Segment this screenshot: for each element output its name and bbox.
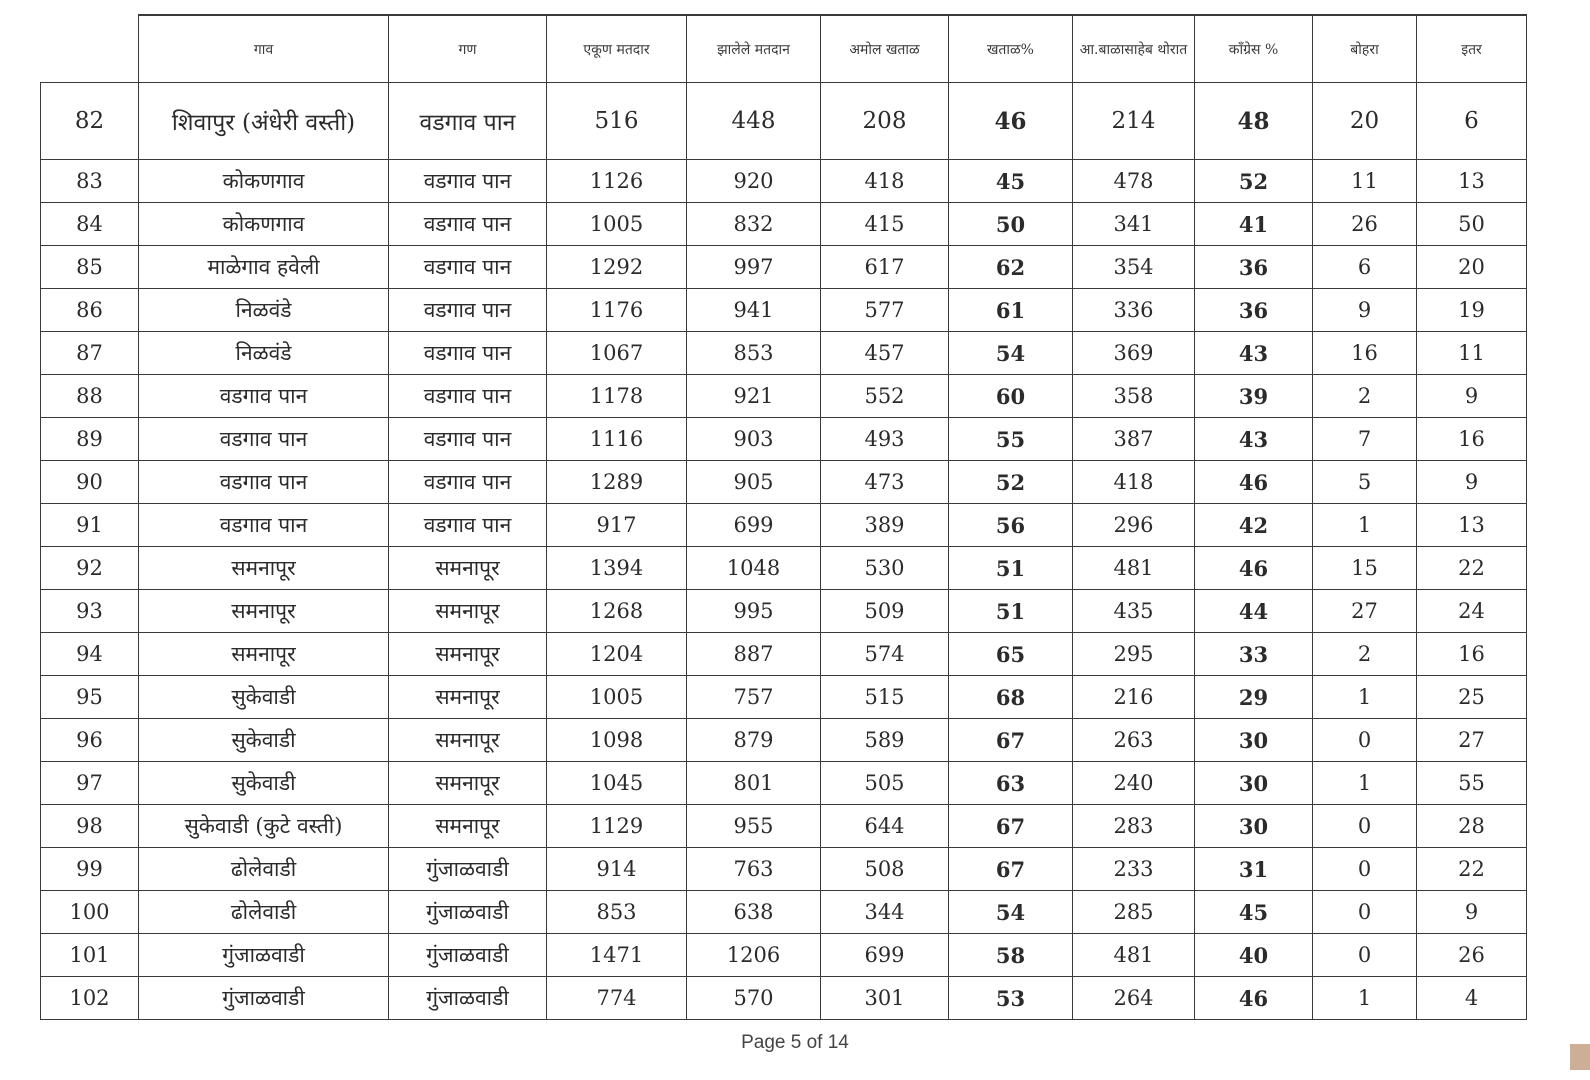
votes-cast-cell: 920 xyxy=(687,160,821,203)
table-row xyxy=(41,590,1527,633)
other-votes-cell: 9 xyxy=(1417,461,1527,504)
other-votes-cell: 22 xyxy=(1417,848,1527,891)
congress-percent-cell: 36 xyxy=(1195,289,1313,332)
amol-percent-cell: 54 xyxy=(949,891,1073,934)
total-voters-cell: 917 xyxy=(547,504,687,547)
amol-votes-cell: 415 xyxy=(821,203,949,246)
thorat-votes-cell: 240 xyxy=(1073,762,1195,805)
thorat-votes-cell: 387 xyxy=(1073,418,1195,461)
table-row xyxy=(41,676,1527,719)
serial-cell: 85 xyxy=(41,246,139,289)
thorat-votes-cell: 478 xyxy=(1073,160,1195,203)
bohara-votes-cell: 0 xyxy=(1313,934,1417,977)
table-row xyxy=(41,977,1527,1020)
congress-percent-cell: 46 xyxy=(1195,547,1313,590)
header-votes-cast: झालेले मतदान xyxy=(687,15,821,83)
gana-cell: वडगाव पान xyxy=(389,289,547,332)
other-votes-cell: 9 xyxy=(1417,891,1527,934)
village-cell: समनापूर xyxy=(139,633,389,676)
village-cell: ढोलेवाडी xyxy=(139,848,389,891)
total-voters-cell: 914 xyxy=(547,848,687,891)
serial-cell: 102 xyxy=(41,977,139,1020)
amol-votes-cell: 617 xyxy=(821,246,949,289)
congress-percent-cell: 43 xyxy=(1195,418,1313,461)
votes-cast-cell: 995 xyxy=(687,590,821,633)
amol-votes-cell: 457 xyxy=(821,332,949,375)
amol-percent-cell: 52 xyxy=(949,461,1073,504)
amol-percent-cell: 60 xyxy=(949,375,1073,418)
thorat-votes-cell: 435 xyxy=(1073,590,1195,633)
thorat-votes-cell: 418 xyxy=(1073,461,1195,504)
amol-percent-cell: 51 xyxy=(949,590,1073,633)
votes-cast-cell: 905 xyxy=(687,461,821,504)
votes-cast-cell: 570 xyxy=(687,977,821,1020)
serial-cell: 82 xyxy=(41,83,139,160)
bohara-votes-cell: 0 xyxy=(1313,719,1417,762)
scan-edge-mark xyxy=(1570,1044,1590,1070)
bohara-votes-cell: 1 xyxy=(1313,977,1417,1020)
page-number: Page 5 of 14 xyxy=(741,1032,849,1053)
village-cell: सुकेवाडी (कुटे वस्ती) xyxy=(139,805,389,848)
other-votes-cell: 13 xyxy=(1417,504,1527,547)
congress-percent-cell: 33 xyxy=(1195,633,1313,676)
other-votes-cell: 24 xyxy=(1417,590,1527,633)
other-votes-cell: 6 xyxy=(1417,83,1527,160)
congress-percent-cell: 46 xyxy=(1195,461,1313,504)
serial-cell: 93 xyxy=(41,590,139,633)
total-voters-cell: 1204 xyxy=(547,633,687,676)
other-votes-cell: 16 xyxy=(1417,418,1527,461)
bohara-votes-cell: 1 xyxy=(1313,676,1417,719)
village-cell: समनापूर xyxy=(139,590,389,633)
bohara-votes-cell: 5 xyxy=(1313,461,1417,504)
amol-votes-cell: 389 xyxy=(821,504,949,547)
header-gana: गण xyxy=(389,15,547,83)
table-row xyxy=(41,547,1527,590)
thorat-votes-cell: 336 xyxy=(1073,289,1195,332)
votes-cast-cell: 763 xyxy=(687,848,821,891)
serial-cell: 99 xyxy=(41,848,139,891)
gana-cell: वडगाव पान xyxy=(389,332,547,375)
total-voters-cell: 853 xyxy=(547,891,687,934)
votes-cast-cell: 879 xyxy=(687,719,821,762)
total-voters-cell: 1129 xyxy=(547,805,687,848)
table-row xyxy=(41,504,1527,547)
village-cell: कोकणगाव xyxy=(139,160,389,203)
serial-cell: 96 xyxy=(41,719,139,762)
table-row xyxy=(41,418,1527,461)
amol-votes-cell: 473 xyxy=(821,461,949,504)
serial-cell: 91 xyxy=(41,504,139,547)
header-other: इतर xyxy=(1417,15,1527,83)
amol-votes-cell: 644 xyxy=(821,805,949,848)
table-row xyxy=(41,633,1527,676)
thorat-votes-cell: 216 xyxy=(1073,676,1195,719)
congress-percent-cell: 30 xyxy=(1195,805,1313,848)
village-cell: सुकेवाडी xyxy=(139,719,389,762)
amol-percent-cell: 45 xyxy=(949,160,1073,203)
other-votes-cell: 27 xyxy=(1417,719,1527,762)
table-row xyxy=(41,160,1527,203)
congress-percent-cell: 31 xyxy=(1195,848,1313,891)
votes-cast-cell: 887 xyxy=(687,633,821,676)
amol-percent-cell: 62 xyxy=(949,246,1073,289)
other-votes-cell: 16 xyxy=(1417,633,1527,676)
amol-percent-cell: 53 xyxy=(949,977,1073,1020)
total-voters-cell: 1292 xyxy=(547,246,687,289)
village-cell: माळेगाव हवेली xyxy=(139,246,389,289)
other-votes-cell: 19 xyxy=(1417,289,1527,332)
amol-votes-cell: 515 xyxy=(821,676,949,719)
bohara-votes-cell: 0 xyxy=(1313,848,1417,891)
bohara-votes-cell: 16 xyxy=(1313,332,1417,375)
bohara-votes-cell: 2 xyxy=(1313,375,1417,418)
congress-percent-cell: 52 xyxy=(1195,160,1313,203)
votes-cast-cell: 801 xyxy=(687,762,821,805)
thorat-votes-cell: 233 xyxy=(1073,848,1195,891)
other-votes-cell: 28 xyxy=(1417,805,1527,848)
village-cell: निळवंडे xyxy=(139,289,389,332)
gana-cell: वडगाव पान xyxy=(389,160,547,203)
thorat-votes-cell: 285 xyxy=(1073,891,1195,934)
amol-votes-cell: 530 xyxy=(821,547,949,590)
village-cell: सुकेवाडी xyxy=(139,676,389,719)
bohara-votes-cell: 1 xyxy=(1313,504,1417,547)
header-total-voters: एकूण मतदार xyxy=(547,15,687,83)
serial-cell: 87 xyxy=(41,332,139,375)
village-cell: शिवापुर (अंधेरी वस्ती) xyxy=(139,83,389,160)
votes-cast-cell: 757 xyxy=(687,676,821,719)
other-votes-cell: 55 xyxy=(1417,762,1527,805)
table-row xyxy=(41,934,1527,977)
congress-percent-cell: 43 xyxy=(1195,332,1313,375)
village-cell: वडगाव पान xyxy=(139,375,389,418)
congress-percent-cell: 41 xyxy=(1195,203,1313,246)
amol-votes-cell: 418 xyxy=(821,160,949,203)
votes-cast-cell: 921 xyxy=(687,375,821,418)
total-voters-cell: 1116 xyxy=(547,418,687,461)
gana-cell: वडगाव पान xyxy=(389,246,547,289)
votes-cast-cell: 903 xyxy=(687,418,821,461)
total-voters-cell: 1471 xyxy=(547,934,687,977)
total-voters-cell: 1005 xyxy=(547,676,687,719)
header-village: गाव xyxy=(139,15,389,83)
gana-cell: समनापूर xyxy=(389,547,547,590)
gana-cell: वडगाव पान xyxy=(389,375,547,418)
village-cell: ढोलेवाडी xyxy=(139,891,389,934)
congress-percent-cell: 42 xyxy=(1195,504,1313,547)
table-row xyxy=(41,891,1527,934)
thorat-votes-cell: 341 xyxy=(1073,203,1195,246)
table-row xyxy=(41,719,1527,762)
bohara-votes-cell: 1 xyxy=(1313,762,1417,805)
total-voters-cell: 1067 xyxy=(547,332,687,375)
bohara-votes-cell: 6 xyxy=(1313,246,1417,289)
results-sheet xyxy=(40,14,1526,1020)
header-amol-khatal: अमोल खताळ xyxy=(821,15,949,83)
gana-cell: गुंजाळवाडी xyxy=(389,934,547,977)
other-votes-cell: 9 xyxy=(1417,375,1527,418)
thorat-votes-cell: 481 xyxy=(1073,934,1195,977)
amol-percent-cell: 58 xyxy=(949,934,1073,977)
gana-cell: समनापूर xyxy=(389,676,547,719)
village-cell: वडगाव पान xyxy=(139,504,389,547)
votes-cast-cell: 997 xyxy=(687,246,821,289)
bohara-votes-cell: 20 xyxy=(1313,83,1417,160)
thorat-votes-cell: 354 xyxy=(1073,246,1195,289)
amol-percent-cell: 54 xyxy=(949,332,1073,375)
bohara-votes-cell: 0 xyxy=(1313,805,1417,848)
village-cell: गुंजाळवाडी xyxy=(139,934,389,977)
congress-percent-cell: 45 xyxy=(1195,891,1313,934)
gana-cell: समनापूर xyxy=(389,633,547,676)
thorat-votes-cell: 263 xyxy=(1073,719,1195,762)
serial-cell: 100 xyxy=(41,891,139,934)
amol-votes-cell: 301 xyxy=(821,977,949,1020)
votes-cast-cell: 1206 xyxy=(687,934,821,977)
amol-percent-cell: 50 xyxy=(949,203,1073,246)
table-row xyxy=(41,203,1527,246)
bohara-votes-cell: 26 xyxy=(1313,203,1417,246)
table-row xyxy=(41,83,1527,160)
serial-cell: 83 xyxy=(41,160,139,203)
table-body xyxy=(41,83,1527,1020)
thorat-votes-cell: 283 xyxy=(1073,805,1195,848)
header-thorat: आ.बाळासाहेब थोरात xyxy=(1073,15,1195,83)
amol-votes-cell: 552 xyxy=(821,375,949,418)
congress-percent-cell: 36 xyxy=(1195,246,1313,289)
total-voters-cell: 1268 xyxy=(547,590,687,633)
amol-percent-cell: 67 xyxy=(949,848,1073,891)
thorat-votes-cell: 358 xyxy=(1073,375,1195,418)
congress-percent-cell: 29 xyxy=(1195,676,1313,719)
other-votes-cell: 22 xyxy=(1417,547,1527,590)
gana-cell: समनापूर xyxy=(389,719,547,762)
other-votes-cell: 11 xyxy=(1417,332,1527,375)
table-row xyxy=(41,375,1527,418)
gana-cell: वडगाव पान xyxy=(389,418,547,461)
village-cell: कोकणगाव xyxy=(139,203,389,246)
serial-cell: 84 xyxy=(41,203,139,246)
congress-percent-cell: 39 xyxy=(1195,375,1313,418)
header-congress-percent: कॉंग्रेस % xyxy=(1195,15,1313,83)
thorat-votes-cell: 481 xyxy=(1073,547,1195,590)
votes-cast-cell: 955 xyxy=(687,805,821,848)
serial-cell: 98 xyxy=(41,805,139,848)
serial-cell: 97 xyxy=(41,762,139,805)
total-voters-cell: 1394 xyxy=(547,547,687,590)
bohara-votes-cell: 0 xyxy=(1313,891,1417,934)
other-votes-cell: 13 xyxy=(1417,160,1527,203)
header-row xyxy=(41,15,1527,83)
congress-percent-cell: 30 xyxy=(1195,719,1313,762)
amol-votes-cell: 208 xyxy=(821,83,949,160)
table-row xyxy=(41,848,1527,891)
gana-cell: समनापूर xyxy=(389,805,547,848)
votes-cast-cell: 853 xyxy=(687,332,821,375)
table-row xyxy=(41,246,1527,289)
village-cell: समनापूर xyxy=(139,547,389,590)
header-bohara: बोहरा xyxy=(1313,15,1417,83)
amol-percent-cell: 68 xyxy=(949,676,1073,719)
table-row xyxy=(41,762,1527,805)
congress-percent-cell: 30 xyxy=(1195,762,1313,805)
village-cell: वडगाव पान xyxy=(139,418,389,461)
amol-votes-cell: 574 xyxy=(821,633,949,676)
gana-cell: गुंजाळवाडी xyxy=(389,891,547,934)
total-voters-cell: 1176 xyxy=(547,289,687,332)
amol-percent-cell: 55 xyxy=(949,418,1073,461)
serial-cell: 95 xyxy=(41,676,139,719)
amol-votes-cell: 344 xyxy=(821,891,949,934)
amol-votes-cell: 509 xyxy=(821,590,949,633)
bohara-votes-cell: 11 xyxy=(1313,160,1417,203)
thorat-votes-cell: 369 xyxy=(1073,332,1195,375)
gana-cell: वडगाव पान xyxy=(389,83,547,160)
serial-cell: 90 xyxy=(41,461,139,504)
village-cell: गुंजाळवाडी xyxy=(139,977,389,1020)
votes-cast-cell: 699 xyxy=(687,504,821,547)
amol-percent-cell: 56 xyxy=(949,504,1073,547)
amol-percent-cell: 61 xyxy=(949,289,1073,332)
gana-cell: वडगाव पान xyxy=(389,504,547,547)
gana-cell: समनापूर xyxy=(389,590,547,633)
village-cell: वडगाव पान xyxy=(139,461,389,504)
total-voters-cell: 1126 xyxy=(547,160,687,203)
amol-percent-cell: 51 xyxy=(949,547,1073,590)
other-votes-cell: 26 xyxy=(1417,934,1527,977)
congress-percent-cell: 46 xyxy=(1195,977,1313,1020)
table-row xyxy=(41,461,1527,504)
header-serial xyxy=(41,15,139,83)
table-row xyxy=(41,805,1527,848)
amol-votes-cell: 577 xyxy=(821,289,949,332)
total-voters-cell: 1178 xyxy=(547,375,687,418)
other-votes-cell: 50 xyxy=(1417,203,1527,246)
gana-cell: समनापूर xyxy=(389,762,547,805)
votes-cast-cell: 1048 xyxy=(687,547,821,590)
table-row xyxy=(41,289,1527,332)
votes-cast-cell: 638 xyxy=(687,891,821,934)
votes-cast-cell: 941 xyxy=(687,289,821,332)
village-cell: सुकेवाडी xyxy=(139,762,389,805)
congress-percent-cell: 40 xyxy=(1195,934,1313,977)
bohara-votes-cell: 15 xyxy=(1313,547,1417,590)
votes-cast-cell: 832 xyxy=(687,203,821,246)
gana-cell: गुंजाळवाडी xyxy=(389,977,547,1020)
total-voters-cell: 1005 xyxy=(547,203,687,246)
table-row xyxy=(41,332,1527,375)
amol-percent-cell: 65 xyxy=(949,633,1073,676)
village-cell: निळवंडे xyxy=(139,332,389,375)
amol-votes-cell: 493 xyxy=(821,418,949,461)
village-results-table xyxy=(40,14,1527,1020)
total-voters-cell: 774 xyxy=(547,977,687,1020)
amol-votes-cell: 699 xyxy=(821,934,949,977)
amol-votes-cell: 589 xyxy=(821,719,949,762)
amol-percent-cell: 67 xyxy=(949,805,1073,848)
bohara-votes-cell: 7 xyxy=(1313,418,1417,461)
thorat-votes-cell: 214 xyxy=(1073,83,1195,160)
other-votes-cell: 25 xyxy=(1417,676,1527,719)
serial-cell: 88 xyxy=(41,375,139,418)
amol-percent-cell: 46 xyxy=(949,83,1073,160)
serial-cell: 94 xyxy=(41,633,139,676)
total-voters-cell: 516 xyxy=(547,83,687,160)
other-votes-cell: 20 xyxy=(1417,246,1527,289)
other-votes-cell: 4 xyxy=(1417,977,1527,1020)
thorat-votes-cell: 295 xyxy=(1073,633,1195,676)
thorat-votes-cell: 264 xyxy=(1073,977,1195,1020)
amol-votes-cell: 505 xyxy=(821,762,949,805)
gana-cell: वडगाव पान xyxy=(389,461,547,504)
header-khatal-percent: खताळ% xyxy=(949,15,1073,83)
serial-cell: 89 xyxy=(41,418,139,461)
total-voters-cell: 1098 xyxy=(547,719,687,762)
congress-percent-cell: 44 xyxy=(1195,590,1313,633)
gana-cell: गुंजाळवाडी xyxy=(389,848,547,891)
congress-percent-cell: 48 xyxy=(1195,83,1313,160)
thorat-votes-cell: 296 xyxy=(1073,504,1195,547)
total-voters-cell: 1045 xyxy=(547,762,687,805)
votes-cast-cell: 448 xyxy=(687,83,821,160)
gana-cell: वडगाव पान xyxy=(389,203,547,246)
bohara-votes-cell: 27 xyxy=(1313,590,1417,633)
serial-cell: 101 xyxy=(41,934,139,977)
amol-percent-cell: 67 xyxy=(949,719,1073,762)
bohara-votes-cell: 9 xyxy=(1313,289,1417,332)
serial-cell: 86 xyxy=(41,289,139,332)
serial-cell: 92 xyxy=(41,547,139,590)
amol-votes-cell: 508 xyxy=(821,848,949,891)
total-voters-cell: 1289 xyxy=(547,461,687,504)
amol-percent-cell: 63 xyxy=(949,762,1073,805)
bohara-votes-cell: 2 xyxy=(1313,633,1417,676)
